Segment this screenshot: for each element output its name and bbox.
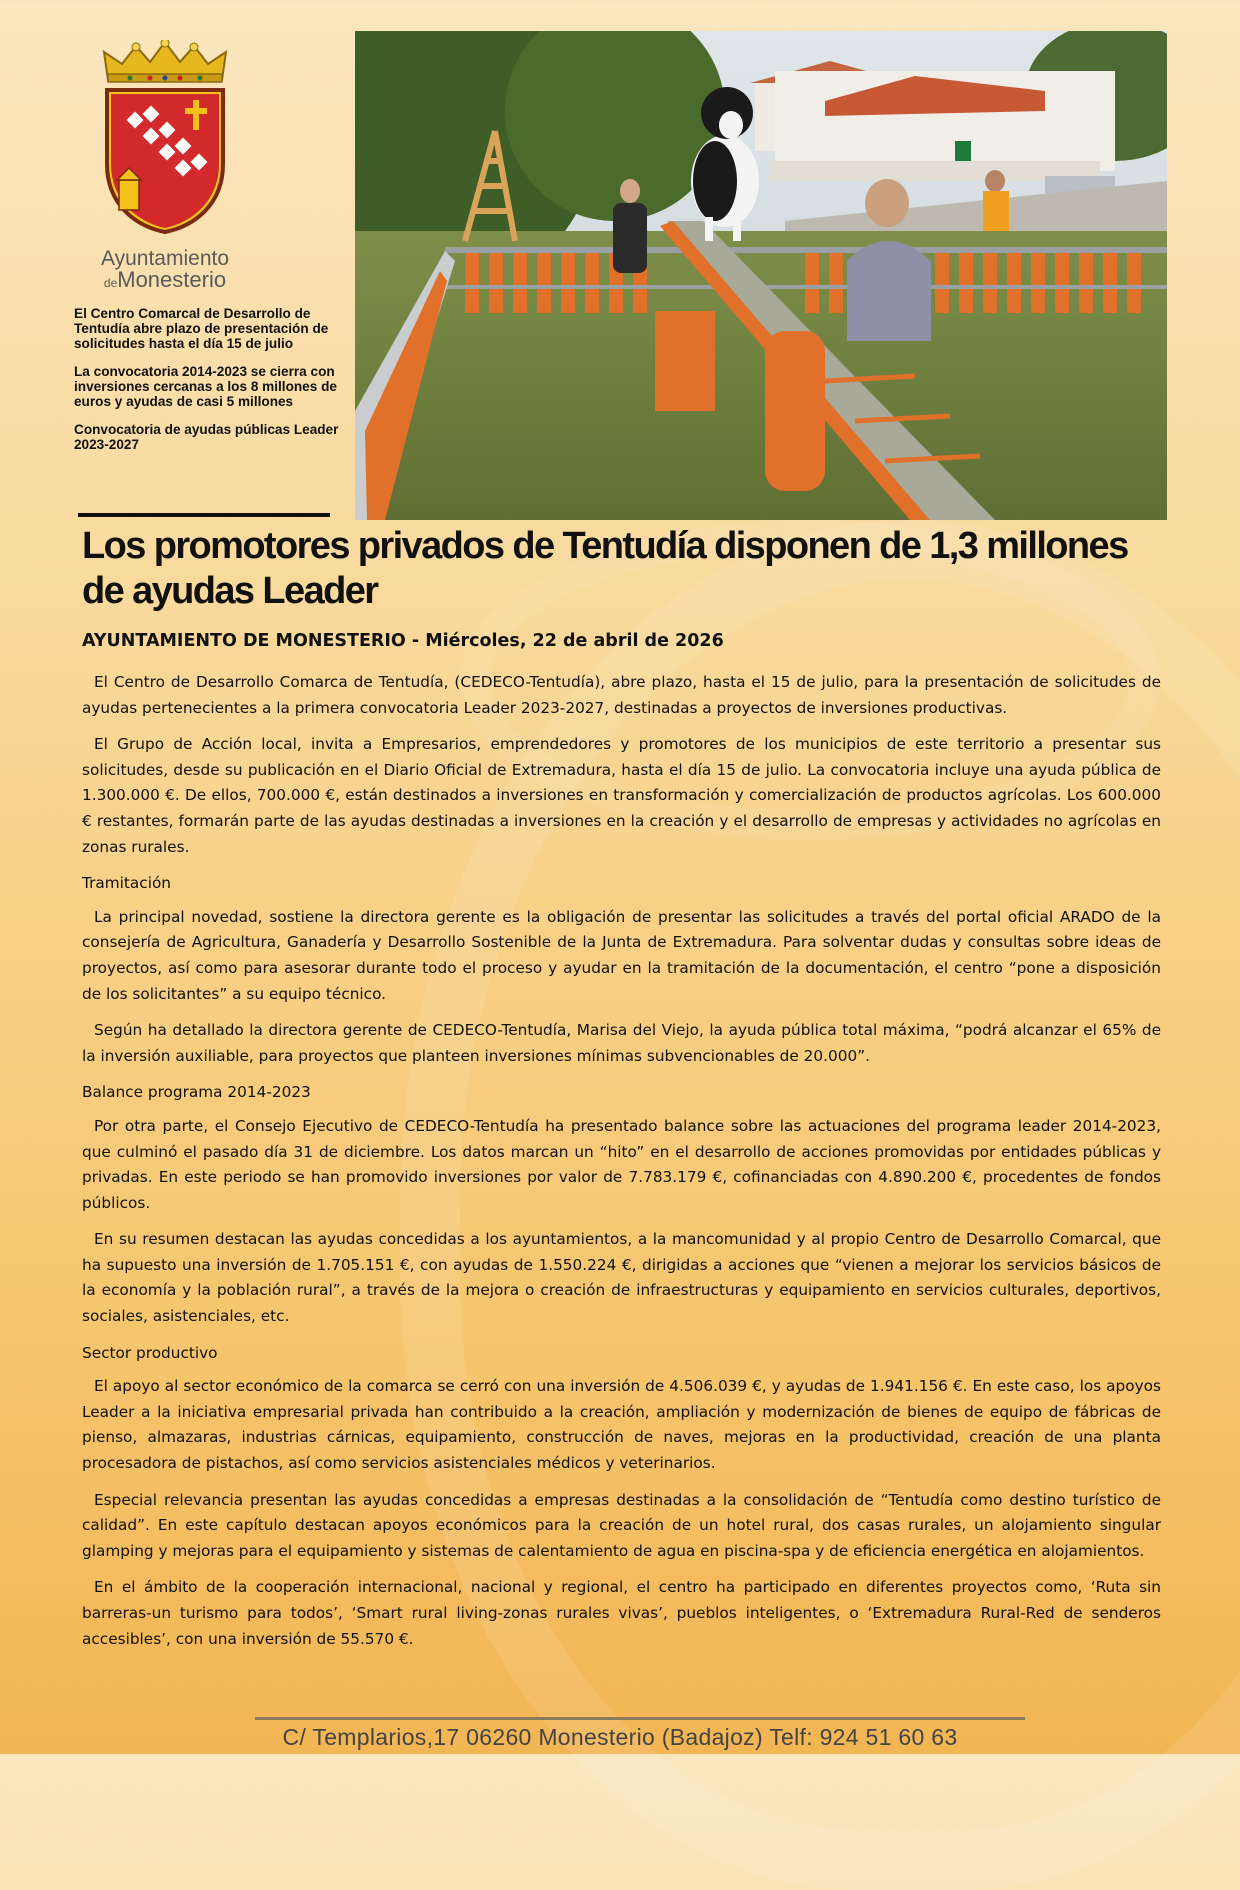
- paragraph: El Grupo de Acción local, invita a Empresarios, emprendedores y promotores de los municipios de este territorio a presentar sus solicitudes, desde su publicación en el Diario Oficial de Extremadura, hasta el día 15 de julio. La convocatoria incluye una ayuda pública de 1.300.000 €. De ellos, 700.000 €, están destinados a inversiones en transformación y comercialización de productos agrícolas. Los 600.000 € restantes, formarán parte de las ayudas destinadas a inversiones en la creación y el desarrollo de empresas y actividades no agrícolas en zonas rurales.: [82, 735, 1161, 856]
- subheading: Balance programa 2014-2023: [82, 1083, 311, 1102]
- paragraph: El apoyo al sector económico de la comarca se cerró con una inversión de 4.506.039 €, y ayudas de 1.941.156 €. En este caso, los apoyos Leader a la iniciativa empresarial privada han contribuido a la creación, ampliación y modernización de bienes de equipo de fábricas de pienso, almazaras, industrias cárnicas, equipamiento, construcción de naves, mejoras en la productividad, creación de una planta procesadora de pistachos, así como servicios asistenciales médicos y veterinarios.: [82, 1377, 1161, 1473]
- article-byline: AYUNTAMIENTO DE MONESTERIO - Miércoles, 22 de abril de 2026: [82, 631, 724, 651]
- side-headline: Convocatoria de ayudas públicas Leader 2023-2027: [74, 422, 339, 452]
- divider: [78, 513, 330, 517]
- subheading: Tramitación: [82, 874, 171, 893]
- article-photo: [355, 31, 1167, 520]
- side-headline: La convocatoria 2014-2023 se cierra con inversiones cercanas a los 8 millones de euros y ayudas de casi 5 millones: [74, 364, 337, 409]
- subheading: Sector productivo: [82, 1343, 218, 1362]
- footer-address: C/ Templarios,17 06260 Monesterio (Badajoz) Telf: 924 51 60 63: [282, 1724, 958, 1750]
- paragraph: En su resumen destacan las ayudas concedidas a los ayuntamientos, a la mancomunidad y al propio Centro de Desarrollo Comarcal, que ha supuesto una inversión de 1.705.151 €, con ayudas de 1.550.224 €, dirigidas a acciones que “vienen a mejorar los servicios básicos de la economía y la población rural”, a través de la mejora o creación de infraestructuras y equipamiento en servicios culturales, deportivos, sociales, asistenciales, etc.: [82, 1230, 1161, 1326]
- paragraph: Por otra parte, el Consejo Ejecutivo de CEDECO-Tentudía ha presentado balance sobre las actuaciones del programa leader 2014-2023, que culminó el pasado día 31 de diciembre. Los datos marcan un “hito” en el desarrollo de acciones promovidas por entidades públicas y privadas. En este periodo se han promovido inversiones por valor de 7.783.179 €, cofinanciadas con 4.890.200 €, procedentes de fondos públicos.: [82, 1116, 1161, 1212]
- paragraph: En el ámbito de la cooperación internacional, nacional y regional, el centro ha participado en diferentes proyectos como, ‘Ruta sin barreras-un turismo para todos’, ‘Smart rural living-zonas rurales vivas’, pueblos inteligentes, o ‘Extremadura Rural-Red de senderos accesibles’, con una inversión de 55.570 €.: [82, 1578, 1161, 1648]
- paragraph: La principal novedad, sostiene la directora gerente es la obligación de presentar las solicitudes a través del portal oficial ARADO de la consejería de Agricultura, Ganadería y Desarrollo Sostenible de la Junta de Extremadura. Para solventar dudas y consultas sobre ideas de proyectos, así como para asesorar durante todo el proceso y ayudar en la tramitación de la documentación, el centro “pone a disposición de los solicitantes” a su equipo técnico.: [82, 907, 1161, 1003]
- municipal-logo: [90, 40, 240, 291]
- side-headline: El Centro Comarcal de Desarrollo de Tentudía abre plazo de presentación de solicitudes hasta el día 15 de julio: [74, 306, 329, 351]
- paragraph: Especial relevancia presentan las ayudas concedidas a empresas destinadas a la consolidación de “Tentudía como destino turístico de calidad”. En este capítulo destacan apoyos económicos para la creación de un hotel rural, dos casas rurales, un alojamiento singular glamping y mejoras para el equipamiento y sistemas de calentamiento de agua en piscina-spa y de eficiencia energética en alojamientos.: [82, 1490, 1161, 1560]
- crown-icon: [100, 40, 230, 84]
- dog-agility-park-photo: [355, 31, 1167, 520]
- footer-divider: [255, 1717, 1025, 1720]
- logo-line-2: deMonesterio: [103, 267, 227, 292]
- article-title: Los promotores privados de Tentudía disponen de 1,3 millones de ayudas Leader: [82, 525, 1128, 612]
- logo-line-1: Ayuntamiento: [100, 247, 230, 270]
- side-headlines: [74, 306, 344, 465]
- paragraph: El Centro de Desarrollo Comarca de Tentudía, (CEDECO-Tentudía), abre plazo, hasta el 15 de julio, para la presentación de solicitudes de ayudas pertenecientes a la primera convocatoria Leader 2023-2027, destinadas a proyectos de inversiones productivas.: [82, 673, 1161, 717]
- paragraph: Según ha detallado la directora gerente de CEDECO-Tentudía, Marisa del Viejo, la ayuda pública total máxima, “podrá alcanzar el 65% de la inversión auxiliable, para proyectos que planteen inversiones mínimas subvencionables de 20.000”.: [82, 1021, 1161, 1065]
- logo-text: [90, 248, 240, 291]
- article-body: [82, 670, 1161, 1663]
- coat-of-arms-icon: [101, 84, 229, 234]
